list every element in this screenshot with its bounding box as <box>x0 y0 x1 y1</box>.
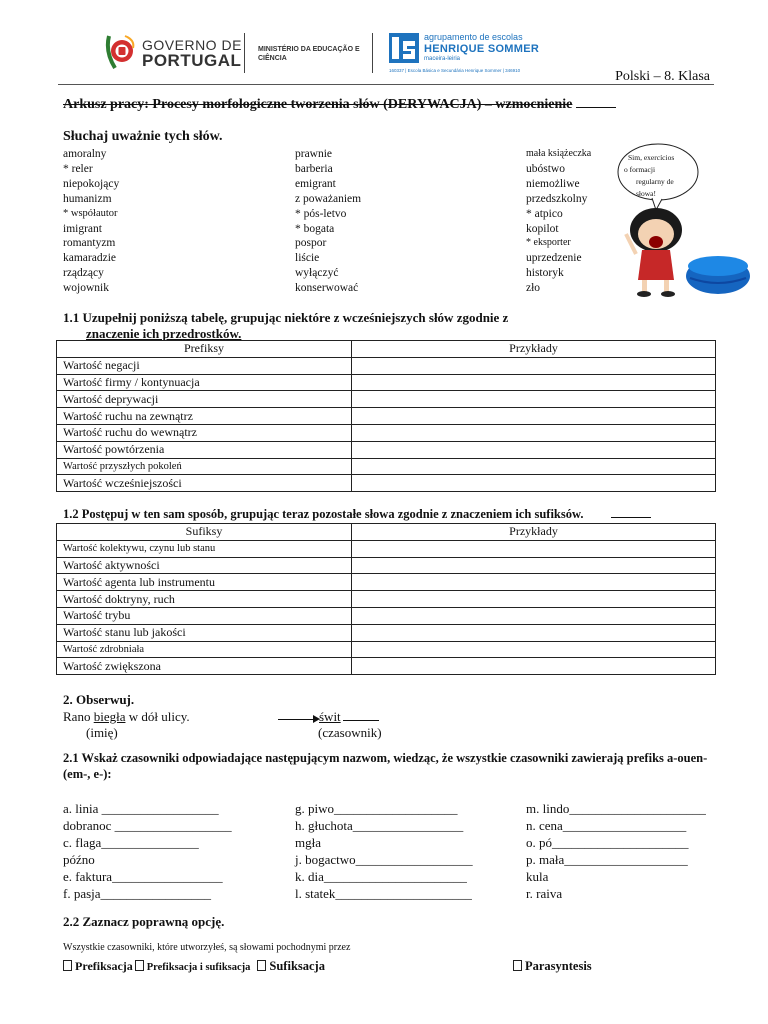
table-cell: Wartość kolektywu, czynu lub stanu <box>57 540 352 557</box>
question-1-2: 1.2 Postępuj w ten sam sposób, grupując teraz pozostałe słowa zgodnie z znaczeniem ich sufiksów. <box>63 507 651 522</box>
word-item: * atpico <box>526 207 563 220</box>
word-item: humanizm <box>63 192 112 205</box>
class-label: Polski – 8. Klasa <box>615 69 710 84</box>
option-label: Parasyntesis <box>525 959 592 973</box>
table-row <box>57 424 716 441</box>
word-item: * eksporter <box>526 237 571 249</box>
word-item: kopilot <box>526 222 559 235</box>
exercise-item[interactable]: c. flaga_______________ <box>63 835 199 850</box>
column-header: Przykłady <box>352 341 716 358</box>
school-logo-icon <box>389 33 419 63</box>
checkbox-prefiksacja-sufiksacja[interactable] <box>135 960 144 971</box>
table-cell: Wartość ruchu do wewnątrz <box>57 424 352 441</box>
header-divider <box>372 33 373 73</box>
question-1-1-cont: znaczenie ich przedrostków. <box>86 326 242 341</box>
exercise-column-3 <box>526 800 706 902</box>
checkbox-prefiksacja[interactable] <box>63 960 72 971</box>
answer-cell[interactable] <box>352 475 716 492</box>
word-item: * pós-letvo <box>295 207 347 220</box>
gov-title-line2: PORTUGAL <box>142 51 242 70</box>
exercise-item[interactable]: j. bogactwo__________________ <box>295 852 473 867</box>
answer-cell[interactable] <box>352 441 716 458</box>
exercise-item[interactable]: późno <box>63 852 95 867</box>
header-rule <box>58 84 714 85</box>
speech-bubble-line: o formacji <box>624 165 656 174</box>
table-row <box>57 374 716 391</box>
word-item: barberia <box>295 162 333 175</box>
word-item: historyk <box>526 267 564 280</box>
word-item: ubóstwo <box>526 162 565 175</box>
table-row <box>57 641 716 658</box>
school-location: maceira-leiria <box>424 56 461 62</box>
exercise-column-2 <box>295 800 473 902</box>
word-item: rządzący <box>63 267 104 280</box>
word-column-1 <box>63 147 119 296</box>
example-sentence: Rano biegła w dół ulicy. <box>63 709 190 724</box>
ministry-label: MINISTÉRIO DA EDUCAÇÃO E CIÊNCIA <box>258 46 360 62</box>
option-group <box>513 959 592 974</box>
table-row <box>57 607 716 624</box>
table-cell: Wartość zdrobniała <box>57 641 352 658</box>
table-cell: Wartość przyszłych pokoleń <box>57 458 352 475</box>
worksheet-title: Arkusz pracy: Procesy morfologiczne tworzenia słów (DERYWACJA) – wzmocnienie <box>63 97 616 113</box>
exercise-item[interactable]: dobranoc __________________ <box>63 818 232 833</box>
column-header: Przykłady <box>352 524 716 541</box>
word-item: emigrant <box>295 177 336 190</box>
table-row <box>57 658 716 675</box>
section-2-heading: 2. Obserwuj. <box>63 692 135 707</box>
verb-label: (czasownik) <box>318 725 382 740</box>
table-cell: Wartość zwiększona <box>57 658 352 675</box>
word-item: prawnie <box>295 148 333 160</box>
school-name-line1: agrupamento de escolas <box>424 32 523 42</box>
word-item: wojownik <box>63 282 109 295</box>
exercise-column-1 <box>63 800 232 902</box>
table-cell: Wartość agenta lub instrumentu <box>57 574 352 591</box>
table-row <box>57 624 716 641</box>
word-item: konserwować <box>295 282 359 295</box>
word-item: imigrant <box>63 222 102 235</box>
word-item: wyłączyć <box>295 267 339 280</box>
word-item: kamaradzie <box>63 252 116 265</box>
table-cell: Wartość deprywacji <box>57 391 352 408</box>
table-cell: Wartość powtórzenia <box>57 441 352 458</box>
table-row <box>57 408 716 425</box>
column-header: Sufiksy <box>57 524 352 541</box>
table-row <box>57 475 716 492</box>
column-header: Prefiksy <box>57 341 352 358</box>
table-row <box>57 391 716 408</box>
answer-cell[interactable] <box>352 591 716 608</box>
answer-cell[interactable] <box>352 458 716 475</box>
checkbox-sufiksacja[interactable] <box>257 960 266 971</box>
checkbox-parasyntesis[interactable] <box>513 960 522 971</box>
answer-cell[interactable] <box>352 658 716 675</box>
exercise-item[interactable]: r. raiva <box>526 886 563 901</box>
question-2-2-note: Wszystkie czasowniki, które utworzyłeś, są słowami pochodnymi przez <box>63 942 351 953</box>
question-1-1: 1.1 Uzupełnij poniższą tabelę, grupując niektóre z wcześniejszych słów zgodnie z <box>63 310 509 325</box>
speech-bubble-line: słowa! <box>636 189 656 198</box>
word-column-2 <box>295 147 361 296</box>
exercise-item[interactable]: h. głuchota_________________ <box>295 818 464 833</box>
word-item: niepokojący <box>63 177 120 190</box>
suffix-table <box>56 523 716 675</box>
exercise-item[interactable]: f. pasja_________________ <box>63 886 212 901</box>
question-2-1: 2.1 Wskaż czasowniki odpowiadające następującym nazwom, wiedząc, że wszystkie czasowniki zawierają prefiks a-ouen-(em-, e-): <box>63 751 708 781</box>
answer-cell[interactable] <box>352 424 716 441</box>
word-item: * reler <box>63 162 93 175</box>
noun-label: (imię) <box>86 725 118 740</box>
word-item: z poważaniem <box>295 192 362 205</box>
exercise-item[interactable]: kula <box>526 869 549 884</box>
prefix-table <box>56 340 716 492</box>
table-cell: Wartość aktywności <box>57 557 352 574</box>
table-row <box>57 591 716 608</box>
table-cell: Wartość trybu <box>57 607 352 624</box>
answer-cell[interactable] <box>352 557 716 574</box>
exercise-item[interactable]: o. pó_____________________ <box>526 835 689 850</box>
answer-cell[interactable] <box>352 607 716 624</box>
table-cell: Wartość doktryny, ruch <box>57 591 352 608</box>
speech-bubble-line: regularny de <box>636 177 674 186</box>
table-row <box>57 458 716 475</box>
listen-heading: Słuchaj uważnie tych słów. <box>63 129 223 144</box>
answer-cell[interactable] <box>352 540 716 557</box>
school-name-line2: HENRIQUE SOMMER <box>424 43 540 55</box>
question-2-2: 2.2 Zaznacz poprawną opcję. <box>63 914 225 929</box>
word-item: liście <box>295 252 320 265</box>
exercise-item[interactable]: e. faktura_________________ <box>63 869 223 884</box>
table-row <box>57 557 716 574</box>
exercise-item[interactable]: m. lindo_____________________ <box>526 801 706 816</box>
exercise-item[interactable]: mgła <box>295 835 321 850</box>
table-cell: Wartość ruchu na zewnątrz <box>57 408 352 425</box>
word-column-3 <box>526 147 591 296</box>
word-item: przedszkolny <box>526 192 588 205</box>
table-row <box>57 441 716 458</box>
table-row <box>57 574 716 591</box>
word-item: mała książeczka <box>526 148 592 159</box>
table-cell: Wartość wcześniejszości <box>57 475 352 492</box>
answer-cell[interactable] <box>352 641 716 658</box>
word-item: uprzedzenie <box>526 252 582 265</box>
school-code: 160337 | Escola Básica e Secundária Henrique Sommer | 346910 <box>389 68 521 73</box>
exercise-item[interactable]: a. linia __________________ <box>63 801 219 816</box>
portugal-emblem-icon <box>103 32 137 72</box>
option-label: Sufiksacja <box>269 959 325 973</box>
exercise-item[interactable]: p. mała___________________ <box>526 852 688 867</box>
word-item: * współautor <box>63 207 118 219</box>
option-group <box>63 959 325 974</box>
answer-cell[interactable] <box>352 624 716 641</box>
answer-cell[interactable] <box>352 374 716 391</box>
option-label: Prefiksacja i sufiksacja <box>146 962 251 973</box>
answer-cell[interactable] <box>352 357 716 374</box>
exercise-item[interactable]: l. statek_____________________ <box>295 886 472 901</box>
word-item: * bogata <box>295 222 335 235</box>
table-cell: Wartość stanu lub jakości <box>57 624 352 641</box>
word-item: pospor <box>295 237 327 250</box>
table-cell: Wartość firmy / kontynuacja <box>57 374 352 391</box>
answer-cell[interactable] <box>352 408 716 425</box>
table-header-row <box>57 524 716 541</box>
exercise-item[interactable]: n. cena___________________ <box>526 818 687 833</box>
answer-cell[interactable] <box>352 574 716 591</box>
gov-title-line1: GOVERNO DE <box>142 37 242 53</box>
derived-word: świt <box>319 709 379 725</box>
word-item: niemożliwe <box>526 177 580 190</box>
header-divider <box>244 33 245 73</box>
word-item: amoralny <box>63 148 107 160</box>
option-label: Prefiksacja <box>75 959 133 973</box>
speech-bubble-line: Sim, exercícios <box>628 153 675 162</box>
word-item: romantyzm <box>63 237 116 250</box>
answer-cell[interactable] <box>352 391 716 408</box>
word-item: zło <box>526 282 541 295</box>
table-cell: Wartość negacji <box>57 357 352 374</box>
table-header-row <box>57 341 716 358</box>
table-row <box>57 357 716 374</box>
exercise-item[interactable]: k. dia______________________ <box>295 869 467 884</box>
table-row <box>57 540 716 557</box>
arrow-right-icon <box>278 719 316 720</box>
exercise-item[interactable]: g. piwo___________________ <box>295 801 458 816</box>
